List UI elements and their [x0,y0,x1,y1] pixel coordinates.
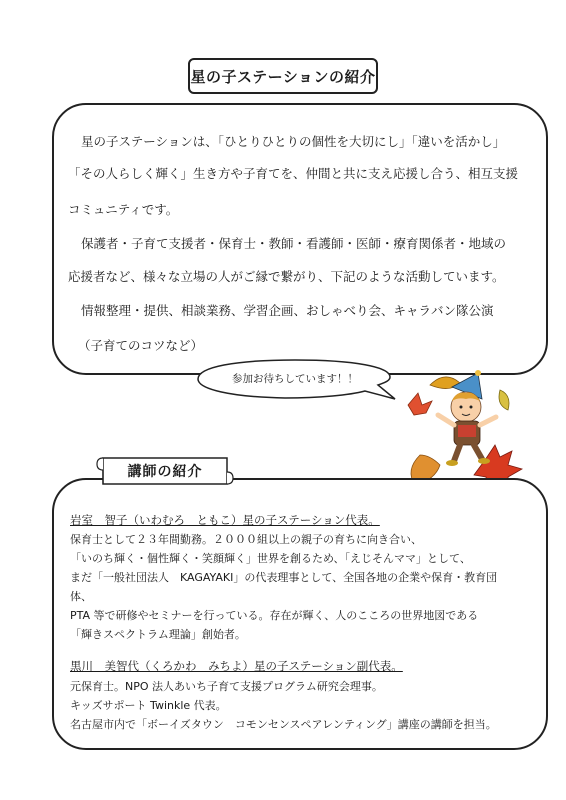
section-title-instructors: 講師の紹介 [127,464,203,480]
person1-line: 「輝きスペクトラム理論」創始者。 [70,628,246,641]
speech-bubble-text: 参加お待ちしています！！ [232,373,358,385]
person1-line: 保育士として２３年間勤務。２０００組以上の親子の育ちに向き合い、 [70,533,422,546]
intro-line: （子育てのコツなど） [78,338,204,353]
intro-line: 情報整理・提供、相談業務、学習企画、おしゃべり会、キャラバン隊公演 [81,303,494,318]
intro-line: 「その人らしく輝く」生き方や子育てを、仲間と共に支え応援し合う、相互支援 [68,166,519,181]
person1-line: 体、 [70,590,92,603]
intro-line: 保護者・子育て支援者・保育士・教師・看護師・医師・療育関係者・地域の [81,236,507,251]
intro-line: コミュニティです。 [68,202,179,217]
intro-line: 星の子ステーションは、「ひとりひとりの個性を大切にし」「違いを活かし」 [81,134,506,149]
person1-line: まだ「一般社団法人 KAGAYAKI」の代表理事として、全国各地の企業や保育・教育団 [70,571,498,584]
section-title-intro [188,58,378,94]
section-title-intro-text: 星の子ステーションの紹介 [190,67,376,86]
person1-line: 「いのち輝く・個性輝く・笑顔輝く」世界を創るため、「えじそんママ」として、 [70,552,471,565]
person2-heading: 黒川 美智代（くろかわ みちよ）星の子ステーション副代表。 [70,659,403,673]
intro-line: 応援者など、様々な立場の人がご縁で繋がり、下記のような活動しています。 [68,269,505,284]
person2-line: 元保育士。NPO 法人あいち子育て支援プログラム研究会理事。 [70,680,383,693]
person1-heading: 岩室 智子（いわむろ ともこ）星の子ステーション代表。 [70,513,380,527]
person2-line: キッズサポート Twinkle 代表。 [70,699,227,712]
person1-line: PTA 等で研修やセミナーを行っている。存在が輝く、人のこころの世界地図である [70,609,479,622]
autumn-leaves-child-illustration [400,365,530,495]
person2-line: 名古屋市内で「ボーイズタウン コモンセンスペアレンティング」講座の講師を担当。 [70,718,497,731]
